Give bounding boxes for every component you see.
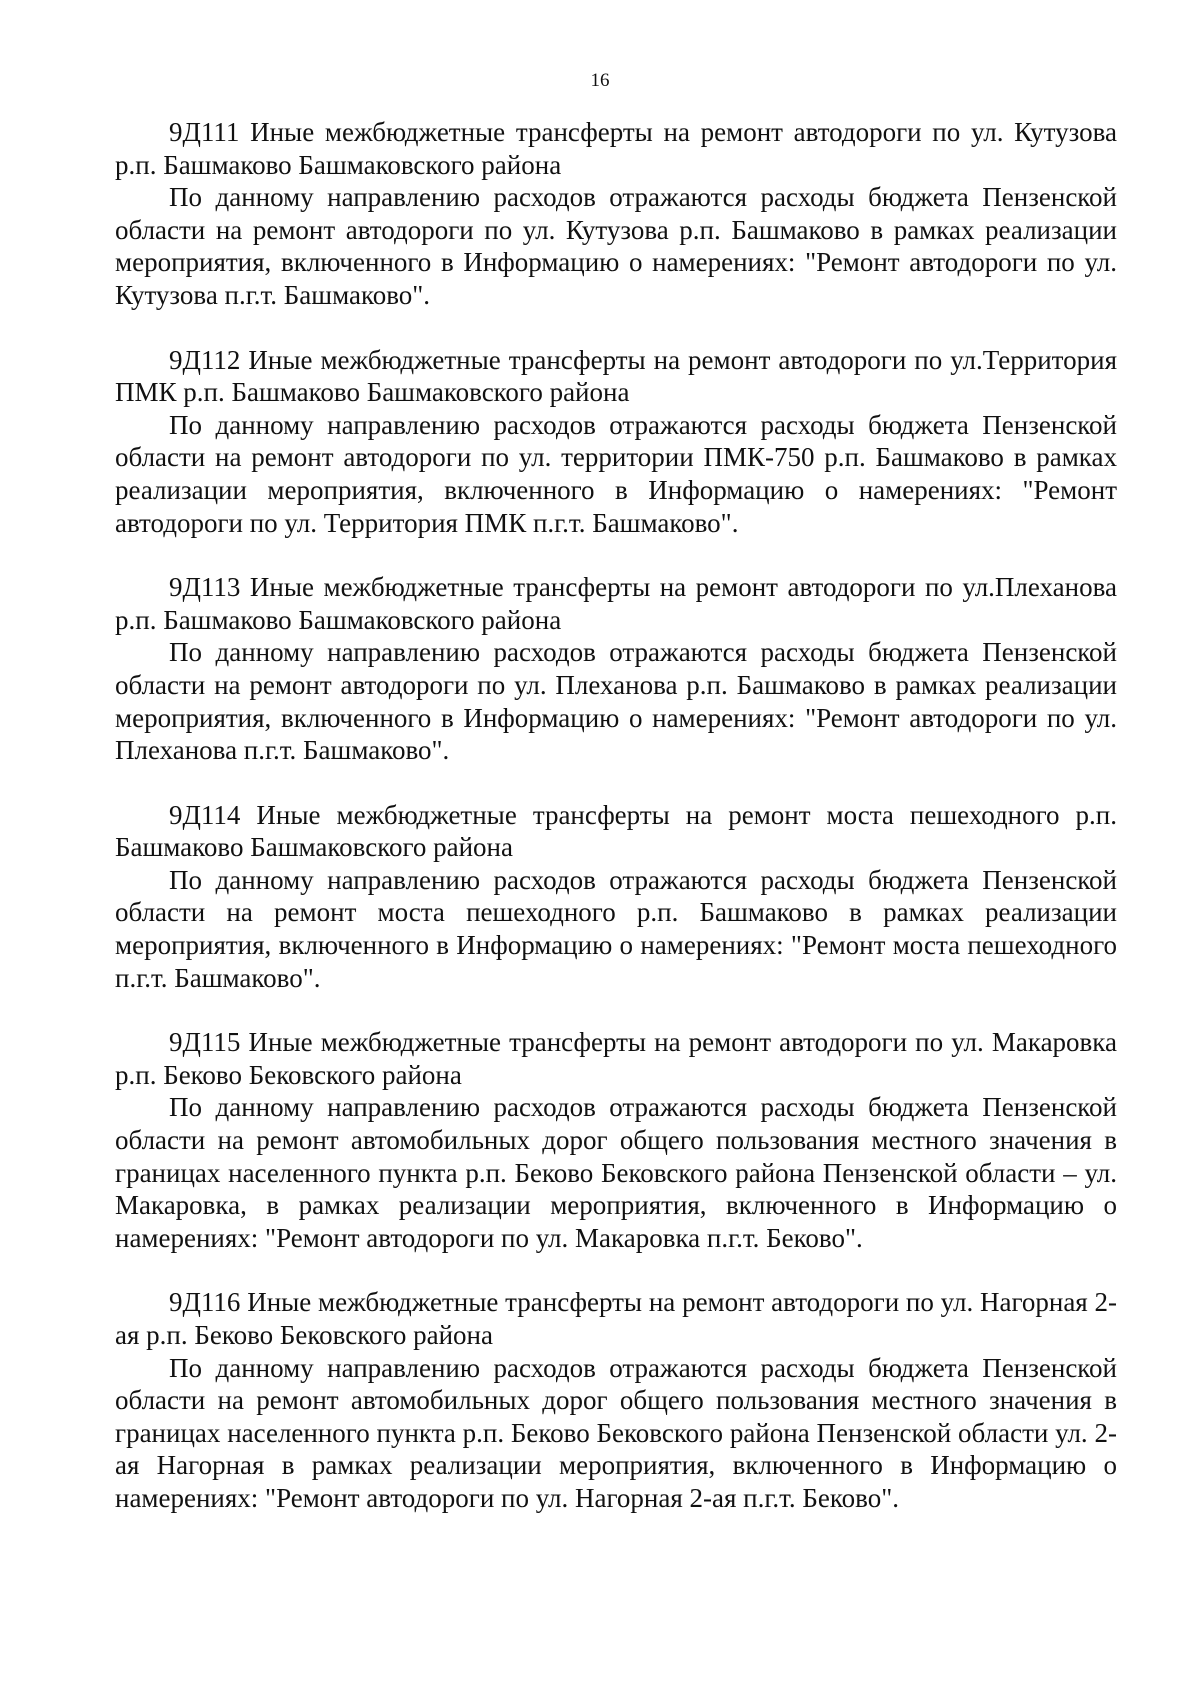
section-9d115 (115, 1026, 1117, 1254)
section-body: По данному направлению расходов отражаются расходы бюджета Пензенской области на ремонт автомобильных дорог общего пользования местного значения в границах населенного пункта р.п. Беково Бековского района Пензенской области ул. 2-ая Нагорная в рамках реализации мероприятия, включенного в Информацию о намерениях: "Ремонт автодороги по ул. Нагорная 2-ая п.г.т. Беково". (115, 1352, 1117, 1513)
page-number: 16 (590, 70, 610, 91)
section-heading: 9Д113 Иные межбюджетные трансферты на ремонт автодороги по ул.Плеханова р.п. Башмаково Башмаковского района (115, 572, 1117, 635)
document-body (115, 116, 1117, 1547)
section-heading: 9Д112 Иные межбюджетные трансферты на ремонт автодороги по ул.Территория ПМК р.п. Башмаково Башмаковского района (115, 344, 1117, 408)
section-heading: 9Д115 Иные межбюджетные трансферты на ремонт автодороги по ул. Макаровка р.п. Беково Бековского района (115, 1027, 1117, 1090)
section-body: По данному направлению расходов отражаются расходы бюджета Пензенской области на ремонт автодороги по ул. Плеханова р.п. Башмаково в рамках реализации мероприятия, включенного в Информацию о намерениях: "Ремонт автодороги по ул. Плеханова п.г.т. Башмаково". (115, 637, 1117, 766)
section-9d112 (115, 344, 1117, 540)
section-heading: 9Д114 Иные межбюджетные трансферты на ремонт моста пешеходного р.п. Башмаково Башмаковского района (115, 799, 1117, 863)
section-9d116 (115, 1286, 1117, 1514)
section-heading: 9Д111 Иные межбюджетные трансферты на ремонт автодороги по ул. Кутузова р.п. Башмаково Башмаковского района (115, 117, 1117, 180)
section-9d114 (115, 799, 1117, 995)
section-body: По данному направлению расходов отражаются расходы бюджета Пензенской области на ремонт автодороги по ул. территории ПМК-750 р.п. Башмаково в рамках реализации мероприятия, включенного в Информацию о намерениях: "Ремонт автодороги по ул. Территория ПМК п.г.т. Башмаково". (115, 409, 1117, 538)
section-9d111 (115, 116, 1117, 312)
section-body: По данному направлению расходов отражаются расходы бюджета Пензенской области на ремонт автомобильных дорог общего пользования местного значения в границах населенного пункта р.п. Беково Бековского района Пензенской области – ул. Макаровка, в рамках реализации мероприятия, включенного в Информацию о намерениях: "Ремонт автодороги по ул. Макаровка п.г.т. Беково". (115, 1092, 1117, 1253)
section-9d113 (115, 571, 1117, 767)
section-body: По данному направлению расходов отражаются расходы бюджета Пензенской области на ремонт автодороги по ул. Кутузова р.п. Башмаково в рамках реализации мероприятия, включенного в Информацию о намерениях: "Ремонт автодороги по ул. Кутузова п.г.т. Башмаково". (115, 182, 1117, 310)
section-heading: 9Д116 Иные межбюджетные трансферты на ремонт автодороги по ул. Нагорная 2-ая р.п. Беково Бековского района (115, 1287, 1117, 1350)
section-body: По данному направлению расходов отражаются расходы бюджета Пензенской области на ремонт моста пешеходного р.п. Башмаково в рамках реализации мероприятия, включенного в Информацию о намерениях: "Ремонт моста пешеходного п.г.т. Башмаково". (115, 864, 1117, 993)
